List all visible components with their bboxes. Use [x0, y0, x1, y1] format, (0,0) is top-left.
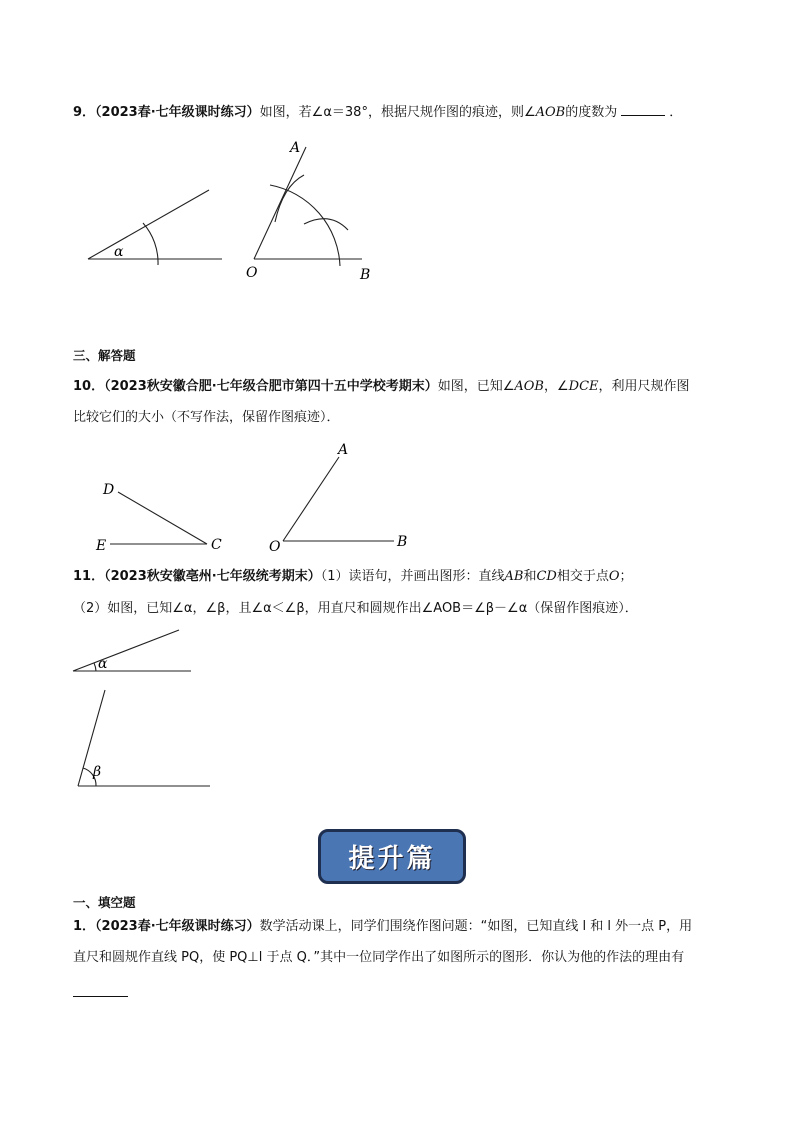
label-a: A [338, 442, 349, 458]
alpha-label: α [98, 656, 108, 672]
alpha-arc [94, 663, 96, 671]
beta-label: β [93, 764, 102, 780]
question-1 [73, 917, 692, 936]
question-source: （2023春·七年级课时练习） [95, 105, 260, 120]
question-text: 如图，若∠α＝38°，根据尺规作图的痕迹，则∠ [259, 105, 536, 120]
label-c: C [211, 537, 222, 553]
label-o: O [269, 539, 281, 555]
question-text: 如图，已知∠ [437, 379, 515, 394]
math-var: CD [536, 569, 557, 584]
question-11-part2: （2）如图，已知∠α，∠β，且∠α＜∠β，用直尺和圆规作出∠AOB＝∠β－∠α（保留作图痕迹）． [73, 601, 638, 616]
label-o: O [246, 265, 258, 281]
math-var: DCE [568, 379, 599, 394]
question-number: 10． [73, 379, 105, 394]
alpha-side-2 [73, 630, 179, 671]
section-heading: 三、解答题 [73, 348, 136, 363]
question-source: （2023秋安徽亳州·七年级统考期末） [104, 569, 321, 584]
math-var: AOB [514, 379, 544, 394]
question-number: 9． [73, 105, 96, 120]
alpha-label: α [114, 244, 124, 260]
question-source: （2023春·七年级课时练习） [95, 919, 260, 934]
question-text: ，∠ [543, 379, 569, 394]
question-text: （1）读语句，并画出图形：直线 [320, 569, 505, 584]
question-text: 的度数为 [565, 105, 618, 120]
question-text: ，利用尺规作图 [598, 379, 690, 394]
punctuation: ； [619, 569, 633, 584]
section-banner [318, 829, 466, 884]
question-number: 1． [73, 919, 96, 934]
math-var: O [608, 569, 620, 584]
punctuation: ． [669, 105, 683, 120]
section-heading: 一、填空题 [73, 895, 136, 910]
banner-title: 提升篇 [348, 844, 436, 874]
label-b: B [397, 534, 408, 550]
question-1-line2: 直尺和圆规作直线 PQ，使 PQ⊥l 于点 Q．”其中一位同学作出了如图所示的图形．你认为他的作法的理由有 [73, 950, 685, 965]
label-b: B [360, 267, 371, 283]
math-var: AOB [535, 105, 566, 120]
question-source: （2023秋安徽合肥·七年级合肥市第四十五中学校考期末） [104, 379, 438, 394]
question-number: 11． [73, 569, 105, 584]
math-var: AB [504, 569, 524, 584]
question-10-line2: 比较它们的大小（不写作法，保留作图痕迹）． [73, 410, 340, 425]
question-text: 数学活动课上，同学们围绕作图问题：“如图，已知直线 l 和 l 外一点 P，用 [259, 919, 693, 934]
label-e: E [96, 538, 107, 554]
question-text: 相交于点 [556, 569, 609, 584]
label-a: A [290, 140, 301, 156]
answer-blank[interactable] [73, 996, 128, 997]
label-d: D [103, 482, 115, 498]
question-text: 和 [523, 569, 537, 584]
